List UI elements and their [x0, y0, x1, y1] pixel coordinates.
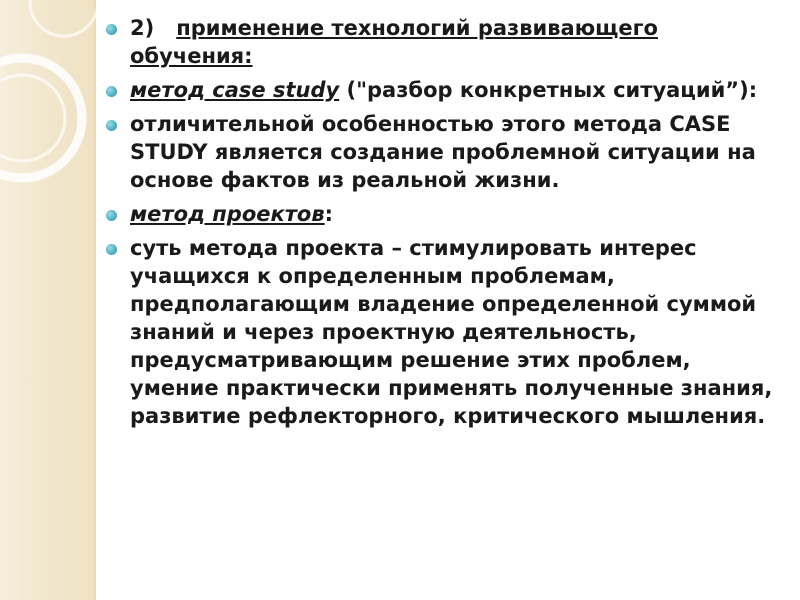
bullet-text: ("разбор конкретных ситуаций”):: [339, 78, 758, 102]
method-name: метод case study: [130, 78, 340, 102]
bullet-item: [104, 14, 784, 70]
left-decorative-strip: [0, 0, 96, 600]
bullet-text: отличительной особенностью этого метода CASE STUDY является создание проблемной ситуации на основе фактов из реальной жизни.: [130, 112, 756, 192]
bullet-item: [104, 234, 784, 430]
bullet-dot-icon: [106, 120, 117, 131]
bullet-text: применение технологий развивающего обучения:: [130, 16, 658, 68]
method-name: метод проектов: [130, 202, 325, 226]
bullet-text: суть метода проекта – стимулировать интерес учащихся к определенным проблемам, предполагающим владение определенной суммой знаний и через проектную деятельность, предусматривающим решение этих проблем, умение практически применять полученные знания, развитие рефлекторного, критического мышления.: [130, 236, 773, 428]
bullet-dot-icon: [106, 244, 117, 255]
bullet-dot-icon: [106, 86, 117, 97]
bullet-number: 2): [130, 16, 155, 40]
bullet-dot-icon: [106, 210, 117, 221]
bullet-item: [104, 200, 784, 228]
bullet-text: :: [324, 202, 334, 226]
bullet-item: [104, 110, 784, 194]
slide-content: [104, 14, 784, 436]
bullet-dot-icon: [106, 24, 117, 35]
bullet-item: [104, 76, 784, 104]
